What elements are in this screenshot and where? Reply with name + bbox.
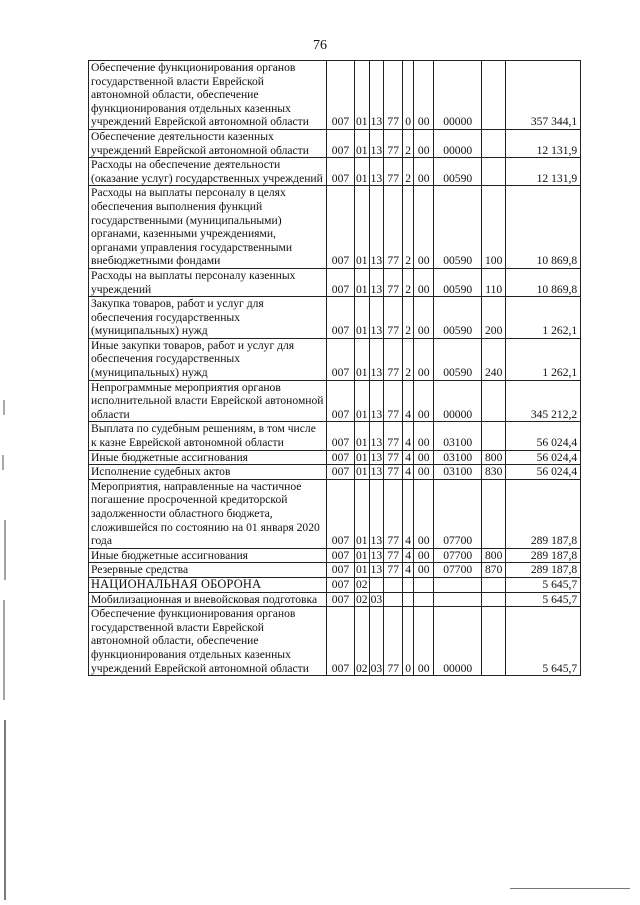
subsection-code: 13 bbox=[369, 297, 384, 339]
subsection-code bbox=[369, 577, 384, 592]
ministry-code: 007 bbox=[327, 186, 355, 269]
amount: 345 212,2 bbox=[506, 380, 581, 422]
table-row bbox=[89, 186, 581, 269]
row-name: Мобилизационная и вневойсковая подготовка bbox=[89, 592, 327, 607]
subsection-code: 13 bbox=[369, 268, 384, 296]
section-code: 01 bbox=[356, 563, 368, 577]
row-name: Исполнение судебных актов bbox=[89, 465, 327, 480]
row-name: Иные бюджетные ассигнования bbox=[89, 450, 327, 465]
program-code: 77 bbox=[384, 479, 403, 548]
ministry-code: 007 bbox=[327, 563, 355, 578]
subsection-code: 13 bbox=[369, 479, 384, 548]
table-row bbox=[89, 450, 581, 465]
table-row bbox=[89, 479, 581, 548]
budget-table-body bbox=[89, 61, 581, 676]
program-code: 77 bbox=[384, 548, 403, 563]
amount: 10 869,8 bbox=[506, 268, 581, 296]
group-code: 00 bbox=[414, 422, 434, 450]
subprogram-code: 2 bbox=[403, 268, 414, 296]
table-row bbox=[89, 592, 581, 607]
row-name: Расходы на выплаты персоналу в целях обеспечения выполнения функций государственными (муниципальными) органами, казенными учреждениями, органами управления государственными внебюджетными фондами bbox=[89, 186, 327, 269]
subprogram-code: 4 bbox=[403, 422, 414, 450]
subprogram-code bbox=[403, 577, 414, 592]
group-code: 00 bbox=[414, 607, 434, 676]
amount: 56 024,4 bbox=[506, 422, 581, 450]
expense-type-code: 800 bbox=[482, 450, 506, 465]
direction-code: 03100 bbox=[434, 465, 482, 480]
scan-edge-marks bbox=[0, 0, 20, 905]
budget-table bbox=[88, 60, 581, 676]
expense-type-code: 800 bbox=[482, 548, 506, 563]
table-row bbox=[89, 422, 581, 450]
amount: 56 024,4 bbox=[506, 450, 581, 465]
group-code: 00 bbox=[414, 297, 434, 339]
subsection-code: 13 bbox=[369, 61, 384, 130]
expense-type-code bbox=[482, 61, 506, 130]
amount: 289 187,8 bbox=[506, 563, 581, 578]
program-code: 77 bbox=[384, 338, 403, 380]
row-name: НАЦИОНАЛЬНАЯ ОБОРОНА bbox=[89, 577, 327, 592]
expense-type-code bbox=[482, 380, 506, 422]
program-code: 77 bbox=[384, 268, 403, 296]
program-code: 77 bbox=[384, 61, 403, 130]
subprogram-code bbox=[403, 592, 414, 607]
subprogram-code: 2 bbox=[403, 338, 414, 380]
table-row bbox=[89, 577, 581, 592]
ministry-code: 007 bbox=[327, 297, 355, 339]
ministry-code: 007 bbox=[327, 450, 355, 465]
row-name: Мероприятия, направленные на частичное погашение просроченной кредиторской задолженности областного бюджета, сложившейся по состоянию на 01 января 2020 года bbox=[89, 479, 327, 548]
program-code bbox=[384, 577, 403, 592]
expense-type-code bbox=[482, 607, 506, 676]
subsection-code: 13 bbox=[369, 380, 384, 422]
group-code: 00 bbox=[414, 465, 434, 480]
table-row bbox=[89, 465, 581, 480]
subprogram-code: 4 bbox=[403, 548, 414, 563]
section-code: 01 bbox=[355, 338, 370, 380]
group-code: 00 bbox=[414, 158, 434, 186]
program-code: 77 bbox=[384, 186, 403, 269]
section-code: 02 bbox=[356, 577, 368, 591]
direction-code: 07700 bbox=[434, 479, 482, 548]
row-name: Выплата по судебным решениям, в том числе к казне Еврейской автономной области bbox=[89, 422, 327, 450]
section-code: 01 bbox=[355, 380, 370, 422]
ministry-code: 007 bbox=[327, 268, 355, 296]
expense-type-code bbox=[482, 158, 506, 186]
section-code: 02 bbox=[355, 607, 370, 676]
direction-code: 00590 bbox=[434, 186, 482, 269]
group-code: 00 bbox=[414, 563, 434, 578]
group-code: 00 bbox=[414, 479, 434, 548]
ministry-code: 007 bbox=[327, 607, 355, 676]
program-code: 77 bbox=[384, 129, 403, 157]
table-row bbox=[89, 338, 581, 380]
subprogram-code: 0 bbox=[403, 607, 414, 676]
direction-code: 00000 bbox=[434, 380, 482, 422]
program-code: 77 bbox=[384, 158, 403, 186]
amount: 289 187,8 bbox=[506, 548, 581, 563]
row-name: Иные закупки товаров, работ и услуг для обеспечения государственных (муниципальных) нужд bbox=[89, 338, 327, 380]
subsection-code: 13 bbox=[370, 450, 383, 464]
group-code: 00 bbox=[414, 61, 434, 130]
section-code: 01 bbox=[356, 450, 368, 464]
expense-type-code: 100 bbox=[482, 186, 506, 269]
row-name: Обеспечение деятельности казенных учреждений Еврейской автономной области bbox=[89, 129, 327, 157]
subsection-code: 13 bbox=[369, 422, 384, 450]
expense-type-code bbox=[482, 577, 506, 592]
table-row bbox=[89, 548, 581, 563]
group-code bbox=[414, 577, 434, 592]
subsection-code: 13 bbox=[369, 338, 384, 380]
table-row bbox=[89, 129, 581, 157]
section-code: 01 bbox=[356, 548, 368, 562]
group-code: 00 bbox=[414, 548, 434, 563]
direction-code bbox=[434, 592, 482, 607]
subsection-code: 13 bbox=[369, 158, 384, 186]
section-code: 01 bbox=[355, 479, 370, 548]
expense-type-code: 110 bbox=[482, 268, 506, 296]
amount: 5 645,7 bbox=[506, 592, 581, 607]
amount: 5 645,7 bbox=[506, 607, 581, 676]
subprogram-code: 2 bbox=[403, 129, 414, 157]
ministry-code: 007 bbox=[327, 577, 355, 592]
row-name: Резервные средства bbox=[89, 563, 327, 578]
group-code bbox=[414, 592, 434, 607]
ministry-code: 007 bbox=[327, 465, 355, 480]
amount: 5 645,7 bbox=[506, 577, 581, 592]
row-name: Расходы на обеспечение деятельности (оказание услуг) государственных учреждений bbox=[89, 158, 327, 186]
row-name: Непрограммные мероприятия органов исполнительной власти Еврейской автономной области bbox=[89, 380, 327, 422]
direction-code: 00590 bbox=[434, 297, 482, 339]
amount: 12 131,9 bbox=[506, 129, 581, 157]
direction-code: 07700 bbox=[434, 563, 482, 578]
program-code: 77 bbox=[384, 465, 403, 480]
program-code: 77 bbox=[384, 422, 403, 450]
program-code: 77 bbox=[384, 380, 403, 422]
table-row bbox=[89, 268, 581, 296]
subprogram-code: 2 bbox=[403, 297, 414, 339]
direction-code: 03100 bbox=[434, 450, 482, 465]
section-code: 01 bbox=[355, 61, 370, 130]
direction-code: 00590 bbox=[434, 338, 482, 380]
section-code: 01 bbox=[355, 297, 370, 339]
section-code: 01 bbox=[355, 422, 370, 450]
scan-mark-bottom bbox=[510, 888, 630, 889]
ministry-code: 007 bbox=[327, 592, 355, 607]
direction-code bbox=[434, 577, 482, 592]
program-code: 77 bbox=[384, 563, 403, 578]
program-code: 77 bbox=[384, 450, 403, 465]
table-row bbox=[89, 607, 581, 676]
ministry-code: 007 bbox=[327, 548, 355, 563]
section-code: 01 bbox=[355, 268, 370, 296]
subprogram-code: 2 bbox=[403, 186, 414, 269]
group-code: 00 bbox=[414, 338, 434, 380]
subsection-code: 13 bbox=[370, 563, 383, 577]
section-code: 01 bbox=[355, 129, 370, 157]
ministry-code: 007 bbox=[327, 158, 355, 186]
expense-type-code bbox=[482, 479, 506, 548]
group-code: 00 bbox=[414, 268, 434, 296]
row-name: Расходы на выплаты персоналу казенных учреждений bbox=[89, 268, 327, 296]
table-row bbox=[89, 158, 581, 186]
subprogram-code: 4 bbox=[403, 563, 414, 578]
section-code: 01 bbox=[355, 158, 370, 186]
table-row bbox=[89, 380, 581, 422]
ministry-code: 007 bbox=[327, 129, 355, 157]
subprogram-code: 2 bbox=[403, 158, 414, 186]
subsection-code: 13 bbox=[370, 548, 383, 562]
expense-type-code bbox=[482, 129, 506, 157]
subsection-code: 03 bbox=[369, 607, 384, 676]
group-code: 00 bbox=[414, 380, 434, 422]
amount: 289 187,8 bbox=[506, 479, 581, 548]
ministry-code: 007 bbox=[327, 380, 355, 422]
page-number: 76 bbox=[313, 38, 327, 53]
ministry-code: 007 bbox=[327, 338, 355, 380]
direction-code: 07700 bbox=[434, 548, 482, 563]
amount: 12 131,9 bbox=[506, 158, 581, 186]
ministry-code: 007 bbox=[327, 61, 355, 130]
expense-type-code: 200 bbox=[482, 297, 506, 339]
group-code: 00 bbox=[414, 450, 434, 465]
section-code: 02 bbox=[356, 592, 368, 606]
table-row bbox=[89, 563, 581, 578]
group-code: 00 bbox=[414, 186, 434, 269]
group-code: 00 bbox=[414, 129, 434, 157]
expense-type-code bbox=[482, 422, 506, 450]
direction-code: 03100 bbox=[434, 422, 482, 450]
section-code: 01 bbox=[355, 186, 370, 269]
direction-code: 00000 bbox=[434, 129, 482, 157]
table-row bbox=[89, 297, 581, 339]
expense-type-code: 830 bbox=[482, 465, 506, 480]
program-code: 77 bbox=[384, 607, 403, 676]
section-code: 01 bbox=[356, 465, 368, 479]
direction-code: 00590 bbox=[434, 158, 482, 186]
amount: 357 344,1 bbox=[506, 61, 581, 130]
direction-code: 00000 bbox=[434, 607, 482, 676]
subprogram-code: 4 bbox=[403, 450, 414, 465]
row-name: Закупка товаров, работ и услуг для обеспечения государственных (муниципальных) нужд bbox=[89, 297, 327, 339]
ministry-code: 007 bbox=[327, 422, 355, 450]
row-name: Обеспечение функционирования органов государственной власти Еврейской автономной области, обеспечение функционирования отдельных казенных учреждений Еврейской автономной области bbox=[89, 61, 327, 130]
row-name: Иные бюджетные ассигнования bbox=[89, 548, 327, 563]
expense-type-code bbox=[482, 592, 506, 607]
subsection-code: 13 bbox=[369, 129, 384, 157]
program-code: 77 bbox=[384, 297, 403, 339]
subsection-code: 13 bbox=[369, 186, 384, 269]
expense-type-code: 870 bbox=[482, 563, 506, 578]
direction-code: 00000 bbox=[434, 61, 482, 130]
subprogram-code: 4 bbox=[403, 465, 414, 480]
amount: 10 869,8 bbox=[506, 186, 581, 269]
expense-type-code: 240 bbox=[482, 338, 506, 380]
subprogram-code: 4 bbox=[403, 380, 414, 422]
subsection-code: 13 bbox=[370, 465, 383, 479]
amount: 1 262,1 bbox=[506, 338, 581, 380]
subsection-code: 03 bbox=[370, 592, 383, 606]
subprogram-code: 0 bbox=[403, 61, 414, 130]
ministry-code: 007 bbox=[327, 479, 355, 548]
subprogram-code: 4 bbox=[403, 479, 414, 548]
table-row bbox=[89, 61, 581, 130]
direction-code: 00590 bbox=[434, 268, 482, 296]
row-name: Обеспечение функционирования органов государственной власти Еврейской автономной области, обеспечение функционирования отдельных казенных учреждений Еврейской автономной области bbox=[89, 607, 327, 676]
amount: 56 024,4 bbox=[506, 465, 581, 480]
amount: 1 262,1 bbox=[506, 297, 581, 339]
program-code bbox=[384, 592, 403, 607]
